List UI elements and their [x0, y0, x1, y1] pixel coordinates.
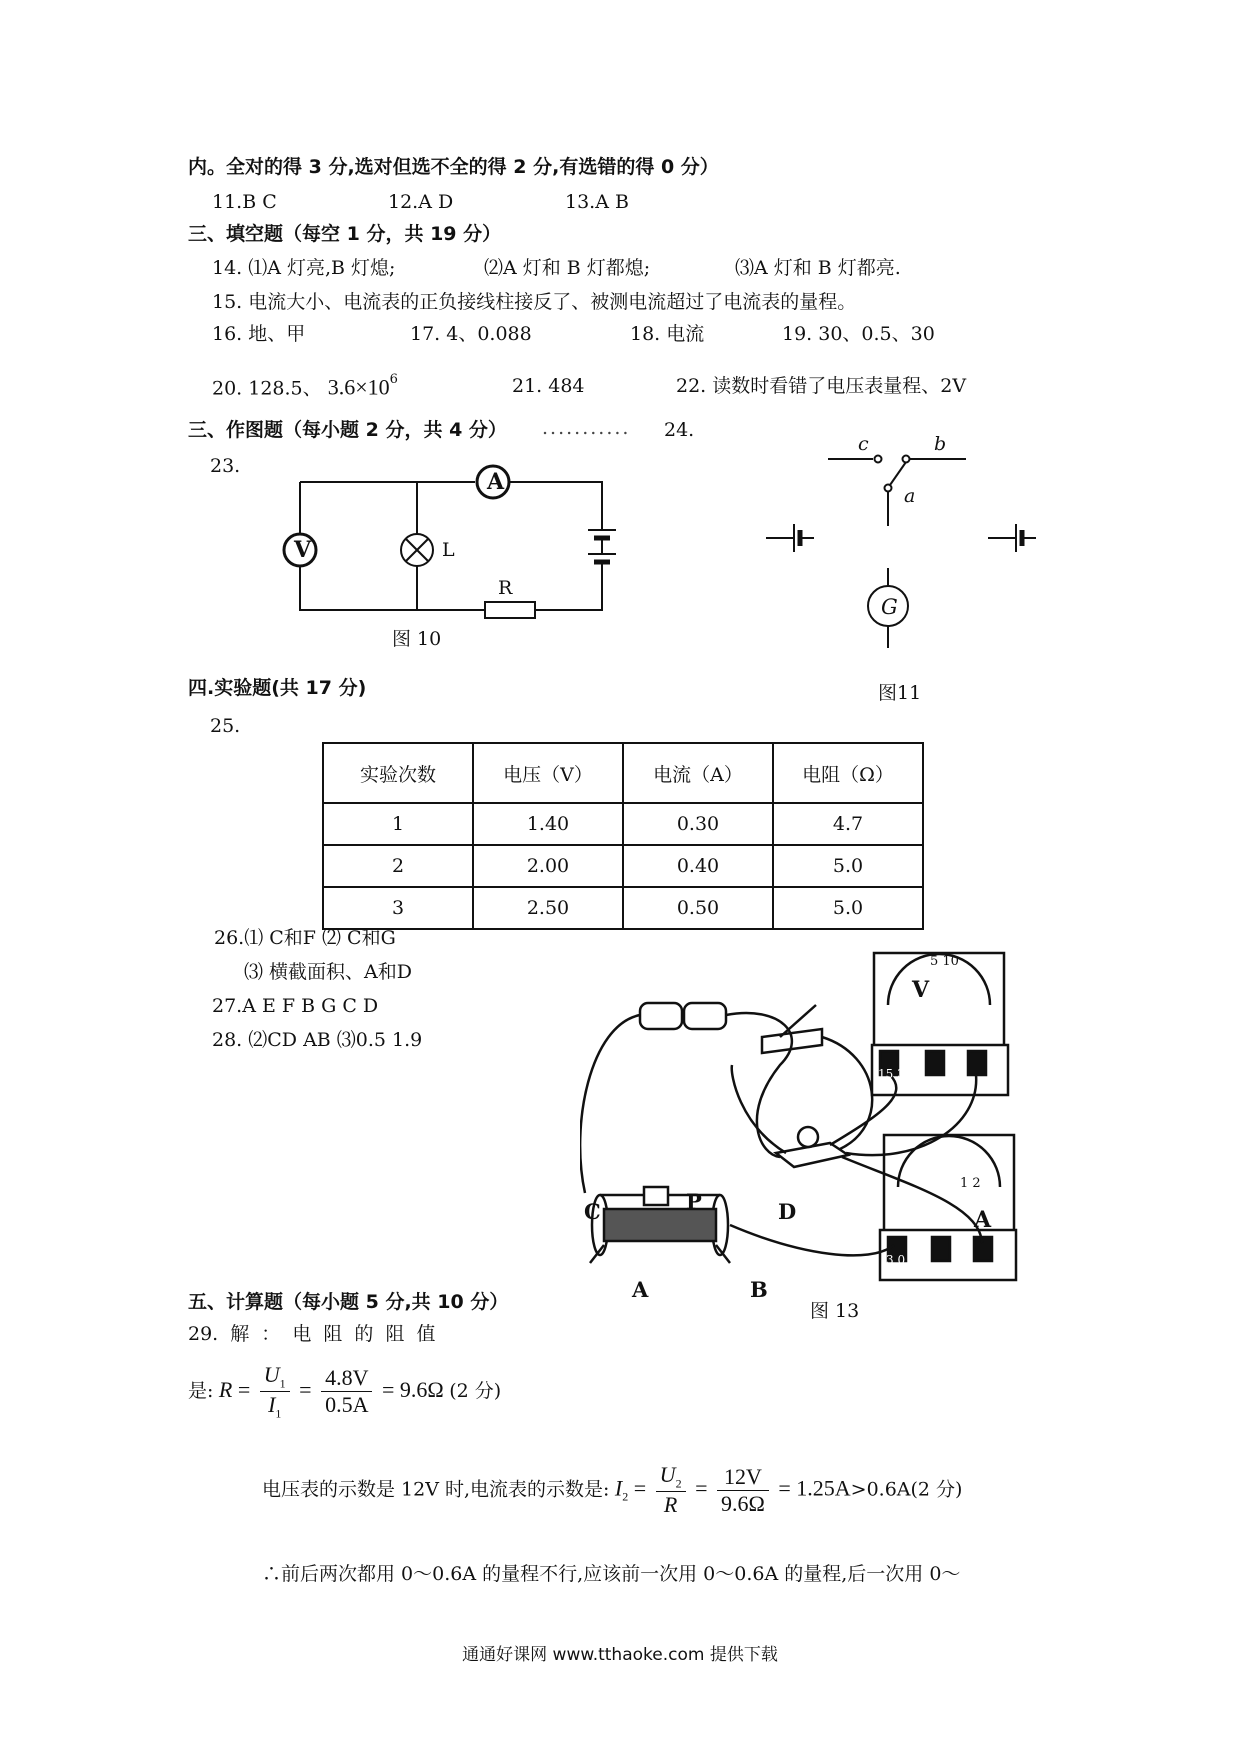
table-header-cell: 实验次数 — [323, 743, 473, 803]
table-cell: 1.40 — [473, 803, 623, 845]
figure-10-caption: 图 10 — [392, 628, 442, 650]
section-experiment-title: 四.实验题(共 17 分) — [188, 677, 367, 699]
figure-10-circuit — [280, 458, 630, 628]
answer-17: 17. 4、0.088 — [410, 323, 532, 345]
table-cell: 4.7 — [773, 803, 923, 845]
table-cell: 0.30 — [623, 803, 773, 845]
figure-10-ammeter-label: A — [487, 469, 505, 495]
answer-26b: ⑶ 横截面积、A和D — [244, 961, 412, 983]
figure-13-terminal-a: A — [632, 1277, 649, 1302]
figure-11-caption: 图11 — [878, 682, 922, 704]
answer-20-exponent: 6 — [389, 372, 398, 387]
eq1-fraction-values: $\frac{4.8V}{0.5A}$ — [321, 1365, 372, 1418]
question-23: 23. — [210, 455, 241, 477]
answer-12: 12.A D — [388, 191, 454, 213]
answer-21: 21. 484 — [512, 375, 585, 397]
answer-14c: ⑶A 灯和 B 灯都亮. — [735, 257, 901, 279]
section-fill-in-title: 三、填空题（每空 1 分，共 19 分） — [188, 223, 502, 245]
answer-14b: ⑵A 灯和 B 灯都熄; — [484, 257, 651, 279]
eq1-prefix: 是: — [188, 1379, 214, 1402]
figure-13-voltmeter-label: V — [912, 977, 930, 1003]
table-header-cell: 电压（V） — [473, 743, 623, 803]
question-24: 24. — [664, 419, 695, 441]
figure-11-diagram — [760, 428, 1070, 668]
answer-28: 28. ⑵CD AB ⑶0.5 1.9 — [212, 1029, 423, 1051]
eq2-fraction-values: $\frac{12V}{9.6\Omega}$ — [717, 1464, 769, 1517]
figure-11-label-b: b — [934, 433, 947, 455]
section-calculation-title: 五、计算题（每小题 5 分,共 10 分） — [188, 1291, 509, 1313]
question-29: 29. 解 ： 电 阻 的 阻 值 — [188, 1323, 436, 1345]
table-cell: 2 — [323, 845, 473, 887]
figure-13-terminal-c: C — [584, 1199, 601, 1224]
figure-13-caption: 图 13 — [810, 1300, 860, 1322]
answer-15: 15. 电流大小、电流表的正负接线柱接反了、被测电流超过了电流表的量程。 — [212, 291, 857, 313]
eq1-result: 9.6Ω — [399, 1376, 444, 1402]
answer-18: 18. 电流 — [630, 323, 705, 345]
figure-13-apparatus — [580, 925, 1070, 1315]
leader-dots: ........... — [542, 417, 631, 439]
figure-13-ammeter-scale: 1 2 — [960, 1176, 981, 1191]
figure-13-voltmeter-scale: 5 10 — [930, 954, 959, 969]
conclusion-line: ∴前后两次都用 0～0.6A 的量程不行,应该前一次用 0～0.6A 的量程,后一次用 0～ — [262, 1563, 961, 1585]
equation-resistance: 是: R = $\frac{U_1}{I_1}$ = $\frac{4.8V}{0.5A}$ = 9.6Ω (2 分) — [188, 1362, 502, 1421]
table-cell: 3 — [323, 887, 473, 929]
question-25: 25. — [210, 715, 241, 737]
results-table — [322, 742, 924, 930]
answer-14a: 14. ⑴A 灯亮,B 灯熄; — [212, 257, 396, 279]
figure-13-slider-p: P — [686, 1189, 702, 1214]
figure-13-terminal-b: B — [750, 1277, 768, 1302]
figure-13-ammeter-terminals: 3 0.6 + — [886, 1253, 931, 1267]
table-cell: 0.50 — [623, 887, 773, 929]
answer-13: 13.A B — [565, 191, 629, 213]
table-cell: 1 — [323, 803, 473, 845]
footer: 通通好课网 www.tthaoke.com 提供下载 — [462, 1645, 778, 1665]
eq2-prefix: 电压表的示数是 12V 时,电流表的示数是: — [262, 1478, 610, 1501]
eq2-fraction-symbolic: $\frac{U_2}{R}$ — [656, 1462, 686, 1518]
eq1-score: (2 分) — [449, 1379, 502, 1402]
figure-13-terminal-d: D — [778, 1199, 797, 1224]
eq1-r: R — [218, 1376, 233, 1402]
table-header-cell: 电流（A） — [623, 743, 773, 803]
figure-11-label-c: c — [858, 433, 869, 455]
eq2-score: >0.6A(2 分) — [850, 1478, 963, 1501]
table-header-row — [323, 743, 923, 803]
answer-16: 16. 地、甲 — [212, 323, 306, 345]
table-row — [323, 845, 923, 887]
answer-20-label: 20. 128.5、 — [212, 377, 322, 400]
table-cell: 0.40 — [623, 845, 773, 887]
figure-11-galvanometer-label: G — [881, 595, 898, 619]
eq1-fraction-symbolic: $\frac{U_1}{I_1}$ — [260, 1362, 290, 1422]
answer-11: 11.B C — [212, 191, 277, 213]
table-cell: 5.0 — [773, 887, 923, 929]
answer-20-value: 3.6×10 — [327, 374, 390, 400]
answer-26a: 26.⑴ C和F ⑵ C和G — [214, 927, 396, 949]
equation-current: 电压表的示数是 12V 时,电流表的示数是: $I_2$ = $\frac{U_2}{R}$ = $\frac{12V}{9.6\Omega}$ = 1.25A>0.6A(2 分) — [262, 1462, 963, 1518]
figure-10-resistor-label: R — [498, 577, 513, 599]
answer-22: 22. 读数时看错了电压表量程、2V — [676, 375, 967, 397]
figure-10-voltmeter-label: V — [294, 537, 312, 563]
table-cell: 5.0 — [773, 845, 923, 887]
figure-13-voltmeter-terminals: 15 3 + — [878, 1067, 919, 1081]
table-row — [323, 887, 923, 929]
answer-19: 19. 30、0.5、30 — [782, 323, 935, 345]
scoring-note: 内。全对的得 3 分,选对但选不全的得 2 分,有选错的得 0 分） — [188, 156, 719, 178]
section-drawing-title: 三、作图题（每小题 2 分，共 4 分） — [188, 419, 507, 441]
figure-10-lamp-label: L — [442, 539, 455, 561]
answer-20 — [212, 372, 398, 400]
answer-27: 27.A E F B G C D — [212, 995, 379, 1017]
eq2-result: 1.25A — [796, 1475, 851, 1501]
table-row — [323, 803, 923, 845]
table-cell: 2.00 — [473, 845, 623, 887]
figure-11-label-a: a — [904, 485, 916, 507]
figure-13-ammeter-label: A — [974, 1207, 992, 1233]
table-header-cell: 电阻（Ω） — [773, 743, 923, 803]
table-cell: 2.50 — [473, 887, 623, 929]
